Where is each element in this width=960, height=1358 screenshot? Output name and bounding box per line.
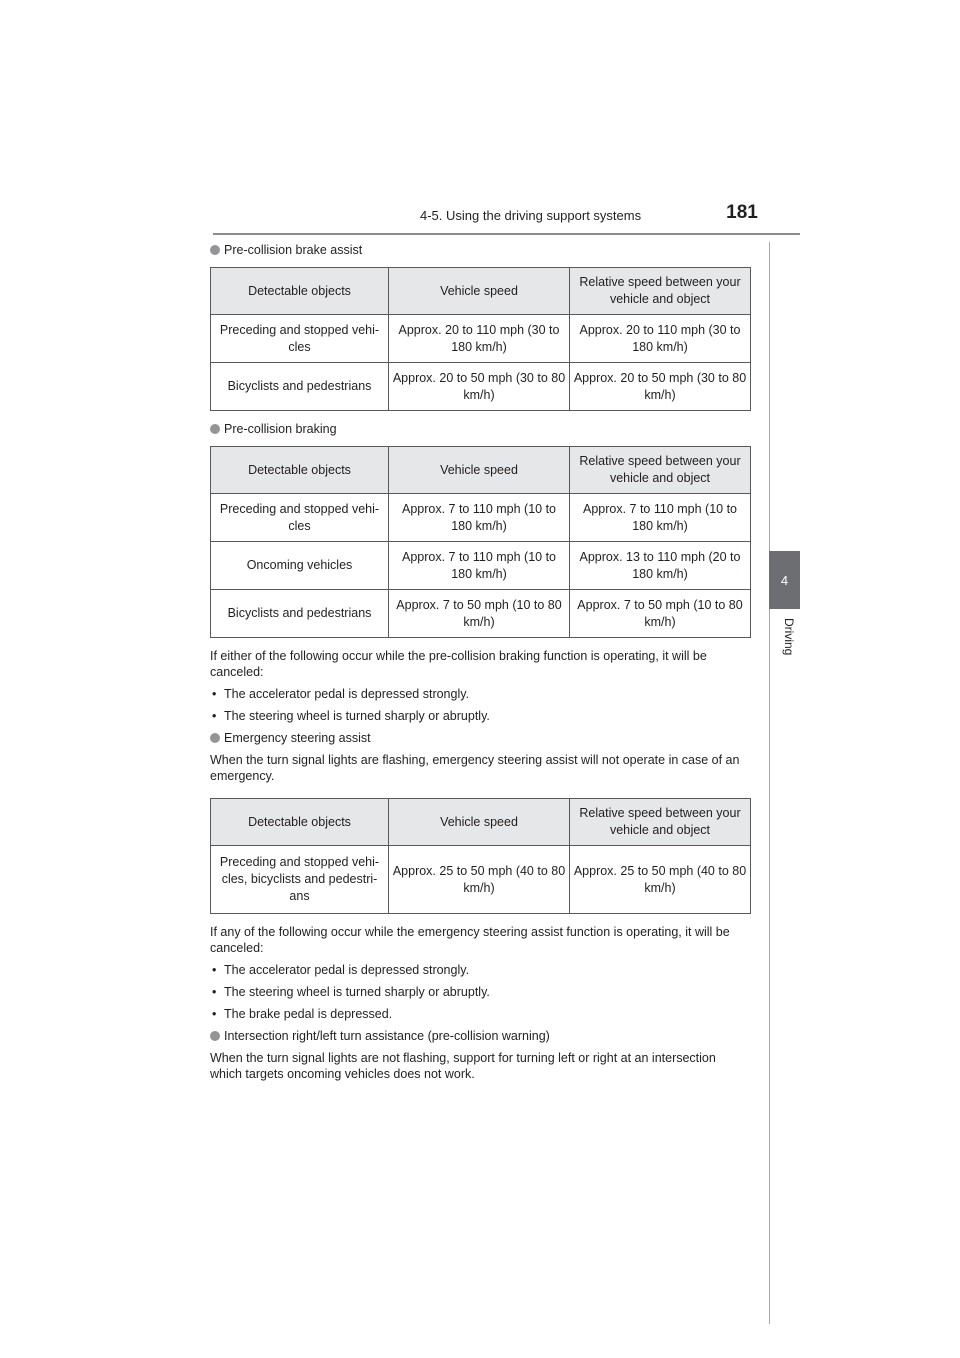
steering-heading-text: Emergency steering assist [224, 731, 371, 745]
chapter-number: 4 [780, 572, 789, 588]
col-relative-speed: Relative speed between your vehicle and object [570, 447, 751, 494]
bullet-mark: • [212, 687, 217, 701]
section-title: 4-5. Using the driving support systems [420, 208, 642, 223]
bullet-mark: • [212, 1007, 217, 1021]
table-cell: Oncoming vehicles [211, 542, 389, 590]
page-content [210, 242, 750, 1088]
braking-heading-text: Pre-collision braking [224, 422, 337, 436]
list-item [210, 984, 750, 1000]
side-divider [769, 242, 800, 1324]
col-vehicle-speed: Vehicle speed [389, 268, 570, 315]
table-cell: Approx. 13 to 110 mph (20 to 180 km/h) [570, 542, 751, 590]
table-cell: Approx. 7 to 110 mph (10 to 180 km/h) [389, 542, 570, 590]
page-number: 181 [726, 202, 758, 223]
table-row [211, 315, 751, 363]
list-item-text: The accelerator pedal is depressed strongly. [224, 963, 470, 977]
table-cell: Preceding and stopped vehi-cles [211, 494, 389, 542]
bullet-mark: • [212, 985, 217, 999]
table-cell: Bicyclists and pedestrians [211, 363, 389, 411]
list-item-text: The accelerator pedal is depressed strongly. [224, 687, 470, 701]
table-header-row [211, 268, 751, 315]
table-cell: Preceding and stopped vehi-cles, bicyclists and pedestri-ans [211, 846, 389, 914]
table-row [211, 846, 751, 914]
chapter-tab [769, 551, 800, 609]
list-item-text: The steering wheel is turned sharply or abruptly. [224, 985, 490, 999]
bullet-circle-icon [210, 733, 220, 743]
col-vehicle-speed: Vehicle speed [389, 447, 570, 494]
table-cell: Approx. 7 to 110 mph (10 to 180 km/h) [570, 494, 751, 542]
table-cell: Preceding and stopped vehi-cles [211, 315, 389, 363]
bullet-circle-icon [210, 245, 220, 255]
steering-table [210, 798, 751, 914]
list-item-text: The brake pedal is depressed. [224, 1007, 393, 1021]
table-cell: Approx. 20 to 110 mph (30 to 180 km/h) [389, 315, 570, 363]
bullet-circle-icon [210, 424, 220, 434]
table-cell: Bicyclists and pedestrians [211, 590, 389, 638]
table-row [211, 494, 751, 542]
steering-heading [210, 730, 750, 746]
list-item-text: The steering wheel is turned sharply or abruptly. [224, 709, 490, 723]
braking-table [210, 446, 751, 638]
header-divider [213, 233, 800, 235]
brake-assist-heading-text: Pre-collision brake assist [224, 243, 363, 257]
bullet-mark: • [212, 709, 217, 723]
table-header-row [211, 447, 751, 494]
table-cell: Approx. 25 to 50 mph (40 to 80 km/h) [570, 846, 751, 914]
bullet-circle-icon [210, 1031, 220, 1041]
chapter-label: Driving [782, 618, 796, 656]
col-vehicle-speed: Vehicle speed [389, 799, 570, 846]
col-relative-speed: Relative speed between your vehicle and object [570, 268, 751, 315]
col-detectable-objects: Detectable objects [211, 447, 389, 494]
table-row [211, 363, 751, 411]
table-header-row [211, 799, 751, 846]
braking-heading [210, 421, 750, 437]
brake-assist-table [210, 267, 751, 411]
table-cell: Approx. 7 to 50 mph (10 to 80 km/h) [389, 590, 570, 638]
steering-cancel-intro: If any of the following occur while the emergency steering assist function is operating, it will be canceled: [210, 925, 730, 955]
table-row [211, 542, 751, 590]
table-cell: Approx. 7 to 110 mph (10 to 180 km/h) [389, 494, 570, 542]
list-item [210, 708, 750, 724]
intersection-heading-text: Intersection right/left turn assistance (pre-collision warning) [224, 1029, 550, 1043]
col-detectable-objects: Detectable objects [211, 268, 389, 315]
intersection-heading [210, 1028, 750, 1044]
table-cell: Approx. 20 to 50 mph (30 to 80 km/h) [570, 363, 751, 411]
list-item [210, 962, 750, 978]
table-cell: Approx. 7 to 50 mph (10 to 80 km/h) [570, 590, 751, 638]
braking-cancel-intro: If either of the following occur while the pre-collision braking function is operating, it will be canceled: [210, 649, 707, 679]
steering-note: When the turn signal lights are flashing, emergency steering assist will not operate in case of an emergency. [210, 753, 740, 783]
list-item [210, 686, 750, 702]
table-row [211, 590, 751, 638]
col-relative-speed: Relative speed between your vehicle and object [570, 799, 751, 846]
col-detectable-objects: Detectable objects [211, 799, 389, 846]
intersection-note: When the turn signal lights are not flashing, support for turning left or right at an intersection which targets oncoming vehicles does not work. [210, 1051, 716, 1081]
bullet-mark: • [212, 963, 217, 977]
table-cell: Approx. 25 to 50 mph (40 to 80 km/h) [389, 846, 570, 914]
brake-assist-heading [210, 242, 750, 258]
list-item [210, 1006, 750, 1022]
table-cell: Approx. 20 to 50 mph (30 to 80 km/h) [389, 363, 570, 411]
table-cell: Approx. 20 to 110 mph (30 to 180 km/h) [570, 315, 751, 363]
